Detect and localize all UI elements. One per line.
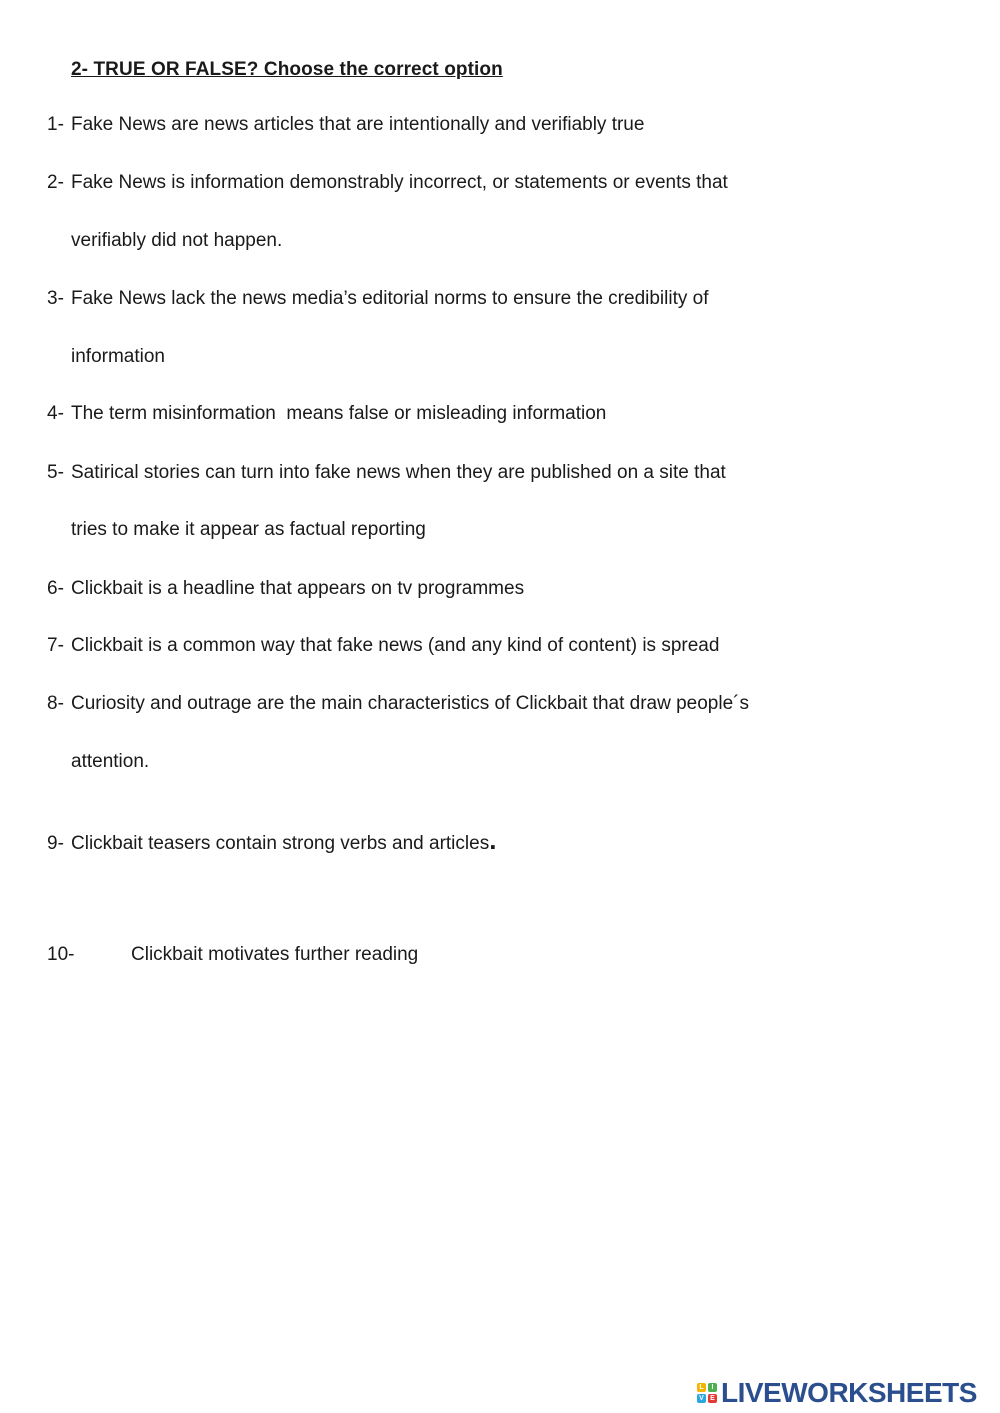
question-number: 2- bbox=[47, 172, 64, 193]
question-text: Fake News lack the news media’s editorial norms to ensure the credibility of bbox=[71, 288, 709, 309]
logo-mark-icon bbox=[697, 1383, 717, 1403]
question-text: The term misinformation means false or misleading information bbox=[71, 403, 607, 424]
logo-tile: V bbox=[697, 1394, 706, 1403]
question-number: 4- bbox=[47, 403, 64, 424]
question-text-main: Clickbait teasers contain strong verbs and articles bbox=[71, 833, 490, 854]
question-text: Clickbait motivates further reading bbox=[131, 944, 419, 965]
question-text: Clickbait is a headline that appears on tv programmes bbox=[71, 578, 525, 599]
logo-text: LIVEWORKSHEETS bbox=[721, 1377, 977, 1408]
logo-tile: L bbox=[697, 1383, 706, 1392]
question-text: Curiosity and outrage are the main characteristics of Clickbait that draw people´s bbox=[71, 693, 749, 714]
question-text: Clickbait is a common way that fake news (and any kind of content) is spread bbox=[71, 635, 720, 656]
liveworksheets-logo bbox=[697, 1378, 977, 1408]
question-number: 6- bbox=[47, 578, 64, 599]
question-text-continued: attention. bbox=[71, 751, 150, 772]
question-text bbox=[71, 825, 497, 856]
logo-tile: E bbox=[708, 1394, 717, 1403]
question-number: 3- bbox=[47, 288, 64, 309]
logo-tile: I bbox=[708, 1383, 717, 1392]
question-text-continued: information bbox=[71, 346, 165, 367]
question-number: 9- bbox=[47, 833, 64, 854]
question-text: Fake News is information demonstrably incorrect, or statements or events that bbox=[71, 172, 728, 193]
question-text-continued: tries to make it appear as factual reporting bbox=[71, 519, 426, 540]
question-text: Fake News are news articles that are intentionally and verifiably true bbox=[71, 114, 645, 135]
question-number: 1- bbox=[47, 114, 64, 135]
question-text: Satirical stories can turn into fake news when they are published on a site that bbox=[71, 462, 726, 483]
question-number: 10- bbox=[47, 944, 75, 965]
question-number: 7- bbox=[47, 635, 64, 656]
question-number: 5- bbox=[47, 462, 64, 483]
question-end-mark: . bbox=[489, 825, 497, 855]
section-heading: 2- TRUE OR FALSE? Choose the correct option bbox=[71, 59, 503, 80]
question-number: 8- bbox=[47, 693, 64, 714]
question-text-continued: verifiably did not happen. bbox=[71, 230, 283, 251]
